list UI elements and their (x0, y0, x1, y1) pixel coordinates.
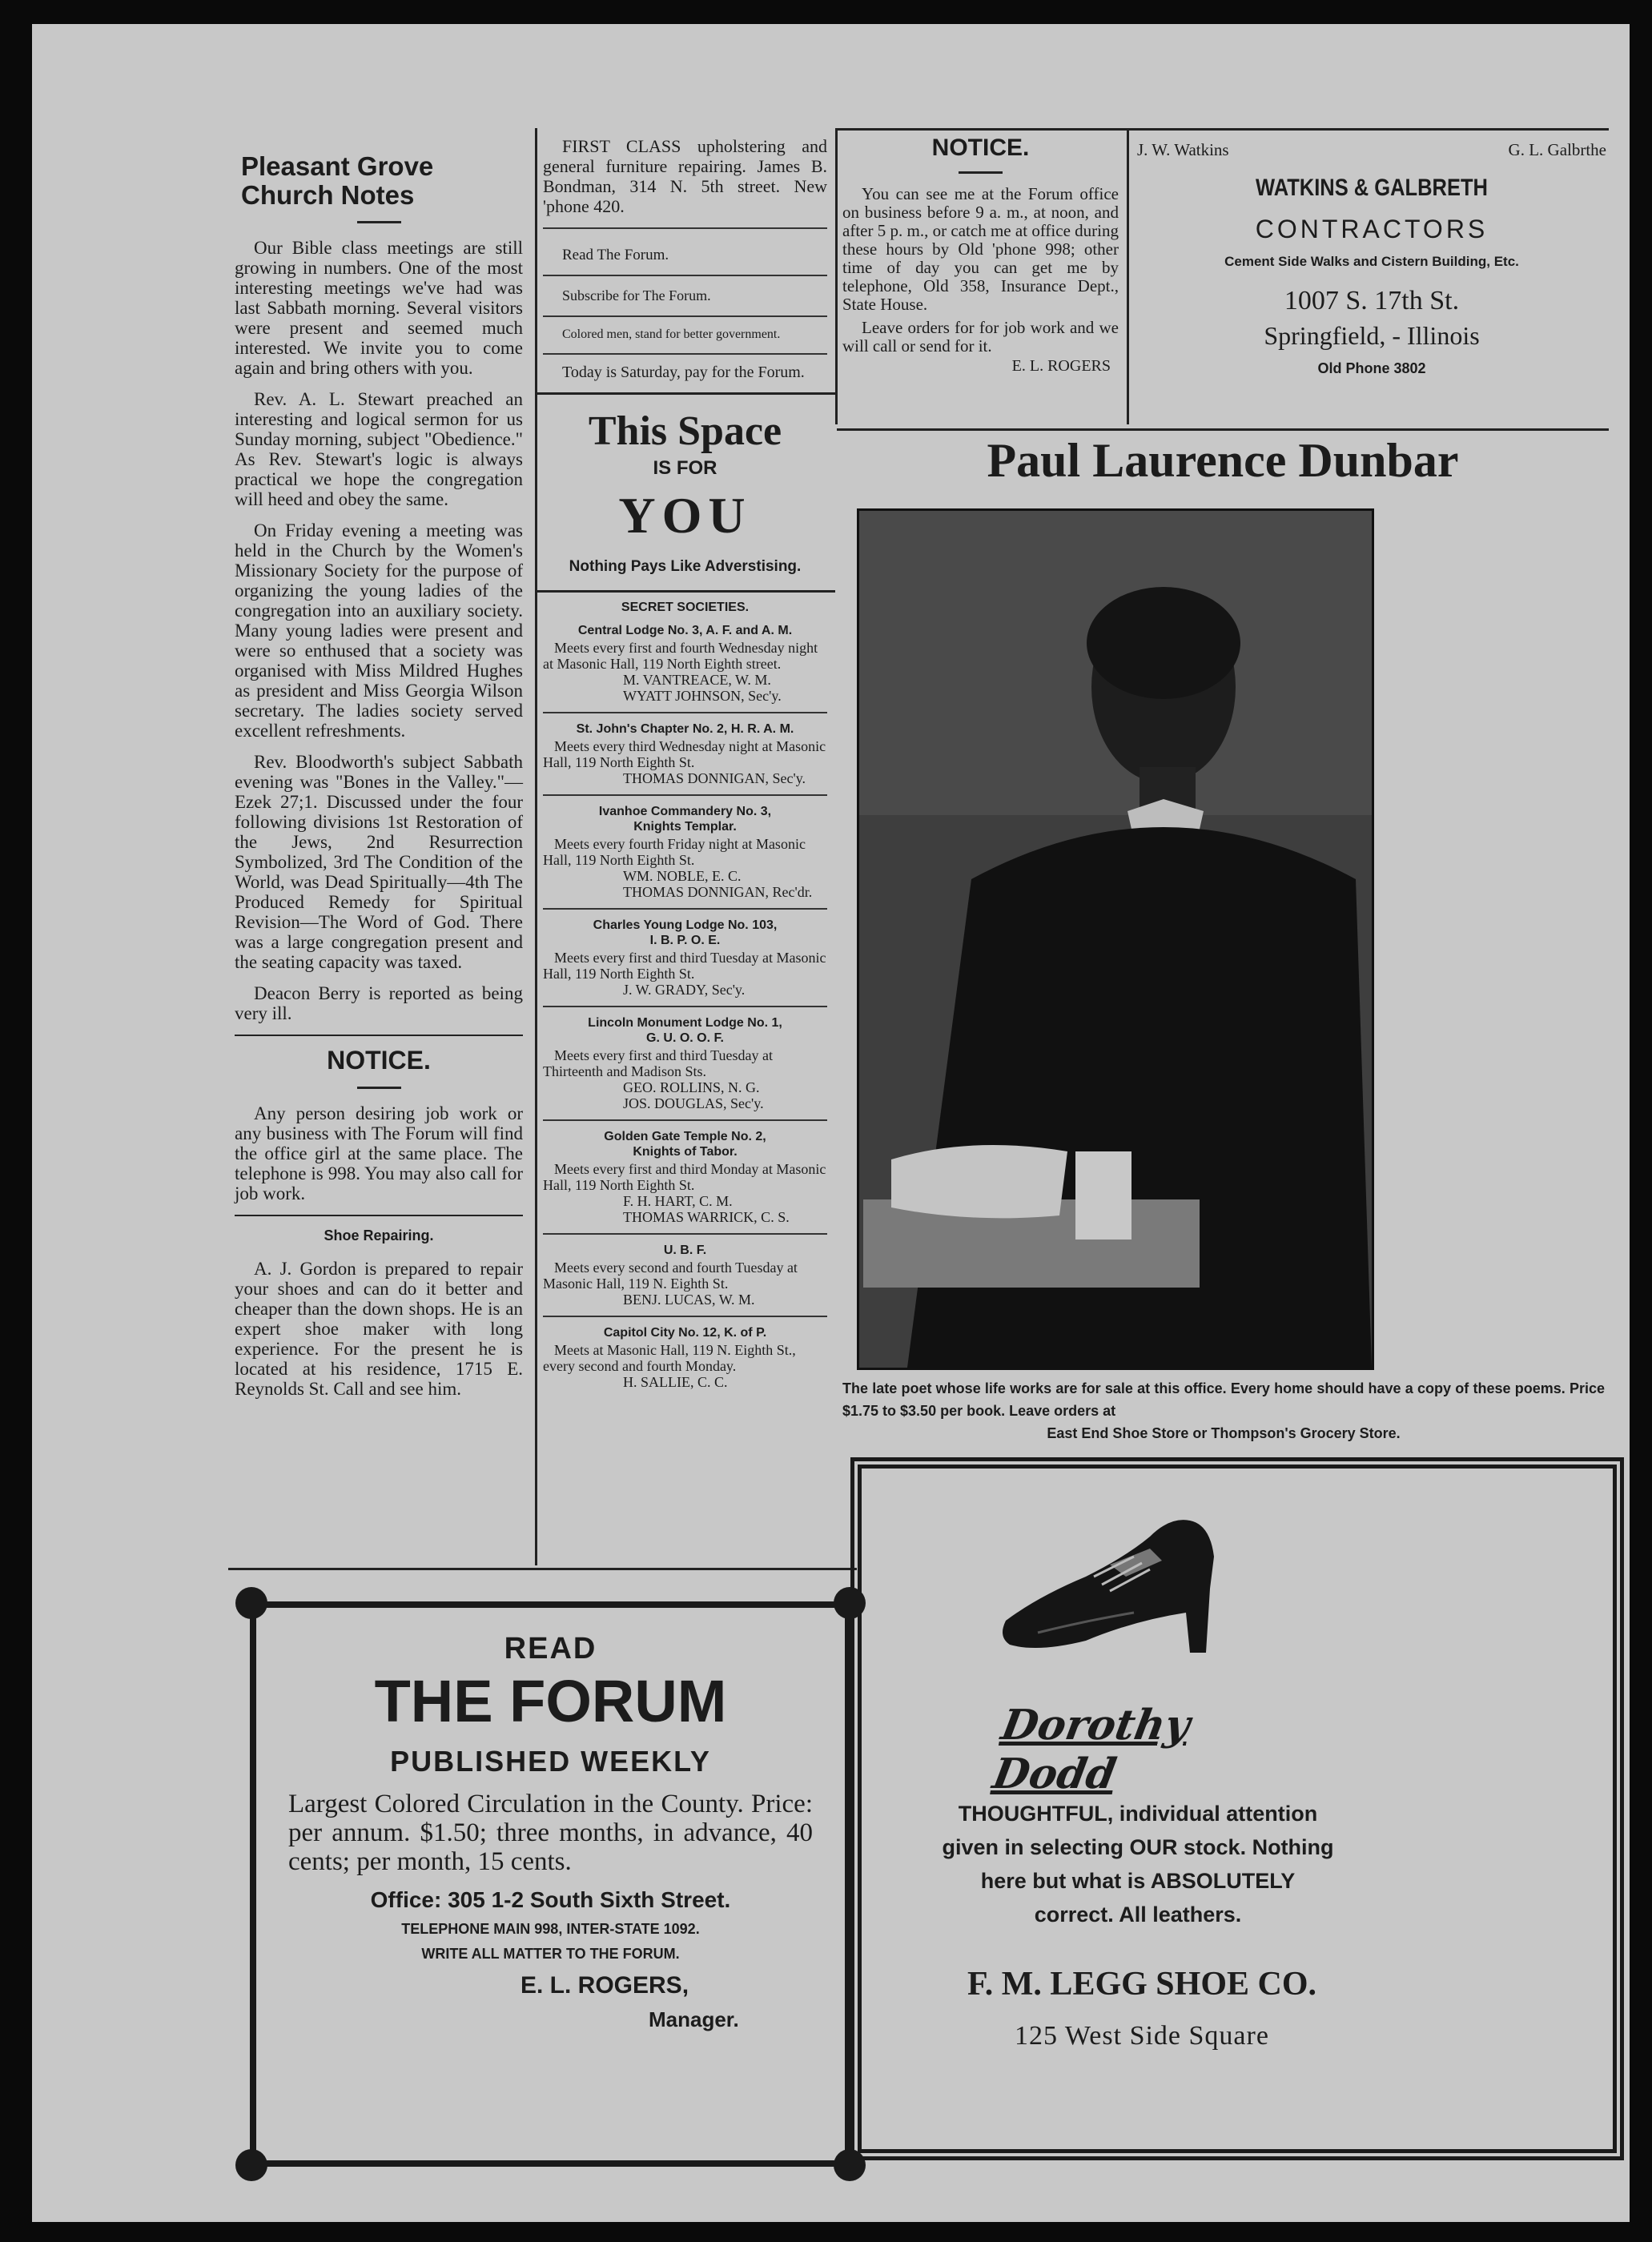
this-space-title: This Space (588, 408, 782, 454)
shoe-address: 125 West Side Square (1015, 2021, 1269, 2051)
divider (543, 1119, 827, 1121)
lodge-title: U. B. F. (663, 1244, 707, 1257)
lodge-entry (543, 721, 827, 796)
newspaper-page (32, 24, 1630, 2222)
shoe-ad-box (850, 1457, 1624, 2160)
columns-bottom-rule (228, 1568, 857, 1570)
lodge-title: Capitol City No. 12, K. of P. (603, 1326, 767, 1340)
dunbar-portrait (857, 508, 1374, 1370)
saturday-note: Today is Saturday, pay for the Forum. (562, 364, 805, 381)
lodge-officer: F. H. HART, C. M. (623, 1193, 733, 1209)
divider (543, 227, 827, 229)
divider (535, 590, 835, 593)
partner-names (1135, 140, 1608, 160)
column-rule-2 (835, 128, 838, 424)
forum-ad-circulation: Largest Colored Circulation in the County. Price: per annum. $1.50; three months, in advance, 40 cents; per month, 15 cents. (288, 1790, 813, 1876)
lodge-entry (543, 1325, 827, 1390)
divider (543, 353, 827, 355)
divider (543, 1316, 827, 1317)
forum-ad-read: READ (504, 1632, 597, 1665)
column-rule-1 (535, 128, 537, 1565)
shoe-brand: Dorothy Dodd (989, 1701, 1194, 1798)
notice-right-signature: E. L. ROGERS (1011, 357, 1111, 375)
subscribe-note: Subscribe for The Forum. (562, 287, 711, 303)
firm-name: WATKINS & GALBRETH (1256, 175, 1488, 201)
divider (543, 794, 827, 796)
lodge-title: St. John's Chapter No. 2, H. R. A. M. (576, 722, 794, 736)
lodge-meeting-info: Meets every first and third Tuesday at Thirteenth and Madison Sts. (543, 1047, 773, 1079)
church-paragraph: Rev. A. L. Stewart preached an interesting and logical sermon for us Sunday morning, subject "Obedience." As Rev. Stewart's logic is always practical we hope the congregation will heed and obey the same. (235, 389, 523, 509)
lodge-officer: THOMAS DONNIGAN, Rec'dr. (623, 884, 813, 900)
lodge-officer: BENJ. LUCAS, W. M. (623, 1292, 755, 1308)
divider (543, 1233, 827, 1235)
forum-ad-office: Office: 305 1-2 South Sixth Street. (370, 1887, 731, 1912)
forum-ad-manager: Manager. (649, 2007, 739, 2031)
portrait-illustration (859, 511, 1372, 1368)
firm-services: Cement Side Walks and Cistern Building, Etc. (1224, 254, 1519, 269)
notice-left-title: NOTICE. (327, 1046, 431, 1075)
firm-address: 1007 S. 17th St. (1284, 286, 1460, 315)
forum-ad-weekly: PUBLISHED WEEKLY (390, 1745, 711, 1778)
lodge-title: Lincoln Monument Lodge No. 1, G. U. O. O. F. (588, 1016, 782, 1045)
divider (535, 392, 835, 395)
shoe-company: F. M. LEGG SHOE CO. (967, 1966, 1317, 2003)
lodge-entry (543, 623, 827, 713)
column-rule-3 (1127, 128, 1129, 424)
church-notes-title: Pleasant Grove Church Notes (241, 151, 434, 210)
shoe-repairing-title: Shoe Repairing. (324, 1227, 434, 1244)
caption-text: The late poet whose life works are for sale at this office. Every home should have a copy of these poems. Price $1.75 to $3.50 per book. Leave orders at (842, 1380, 1605, 1419)
lodge-entry (543, 1015, 827, 1121)
partner-name: G. L. Galbrthe (1508, 140, 1606, 159)
firm-city: Springfield, - Illinois (1264, 321, 1480, 350)
divider (357, 1087, 401, 1089)
lodge-meeting-info: Meets every second and fourth Tuesday at Masonic Hall, 119 N. Eighth St. (543, 1260, 798, 1292)
forum-ad-manager-name: E. L. ROGERS, (521, 1972, 689, 1999)
lodge-officer: GEO. ROLLINS, N. G. (623, 1079, 760, 1095)
notice-right-title: NOTICE. (931, 135, 1030, 161)
lodge-entry (543, 1129, 827, 1235)
notice-right-text: Leave orders for for job work and we will call or send for it. (842, 318, 1119, 356)
lodge-title: Golden Gate Temple No. 2, Knights of Tabor. (604, 1130, 766, 1159)
lodge-officer: M. VANTREACE, W. M. (623, 672, 771, 688)
church-paragraph: Rev. Bloodworth's subject Sabbath evening was "Bones in the Valley."—Ezek 27;1. Discussed under the four following divisions 1st Restoration of the Jews, 2nd Resurrection Symbolized, 3rd The Condition of the World, was Dead Spiritually—4th The Produced Remedy for Spiritual Revision—The Word of God. There was a large congregation present and the seating capacity was taxed. (235, 752, 523, 972)
is-for-text: IS FOR (653, 457, 717, 479)
secret-societies-title: SECRET SOCIETIES. (621, 601, 750, 614)
church-paragraph: Deacon Berry is reported as being very ill. (235, 983, 523, 1023)
divider (543, 908, 827, 910)
divider (543, 275, 827, 276)
lodge-officer: THOMAS DONNIGAN, Sec'y. (623, 770, 806, 786)
lodge-meeting-info: Meets every first and third Tuesday at Masonic Hall, 119 North Eighth St. (543, 950, 826, 982)
read-forum-note: Read The Forum. (562, 247, 669, 263)
church-paragraph: On Friday evening a meeting was held in the Church by the Women's Missionary Society for the purpose of organizing the young ladies of the congregation into an auxiliary society. Many young ladies were present and were so enthused that a society was organised with Miss Mildred Hughes as president and Miss Georgia Wilson secretary. The ladies society served excellent refreshments. (235, 520, 523, 741)
shoe-ad-text: THOUGHTFUL, individual attention given in selecting OUR stock. Nothing here but what is ABSOLUTELY correct. All leathers. (942, 1802, 1334, 1927)
corner-ornament-icon (235, 1587, 267, 1619)
lodge-officer: WYATT JOHNSON, Sec'y. (623, 688, 782, 704)
partner-name: J. W. Watkins (1137, 140, 1229, 159)
advertising-tagline: Nothing Pays Like Adverstising. (569, 558, 802, 575)
shoe-repairing-text: A. J. Gordon is prepared to repair your shoes and can do it better and cheaper than the down shops. He is an expert shoe maker with long experience. For the present he is located at his residence, 1715 E. Reynolds St. Call and see him. (235, 1259, 523, 1399)
notice-right (842, 135, 1119, 376)
church-paragraph: Our Bible class meetings are still growing in numbers. One of the most interesting meetings we've had was last Sabbath morning. Several visitors were present and seemed much interested. We invite you to come again and bring others with you. (235, 238, 523, 378)
notice-left-text: Any person desiring job work or any business with The Forum will find the office girl at the same place. The telephone is 998. You may also call for job work. (235, 1103, 523, 1203)
lodge-officer: JOS. DOUGLAS, Sec'y. (623, 1095, 764, 1111)
divider (235, 1215, 523, 1216)
dunbar-top-rule (837, 428, 1609, 431)
corner-ornament-icon (235, 2149, 267, 2181)
divider (543, 1006, 827, 1007)
dunbar-caption (842, 1377, 1605, 1444)
shoe-icon (990, 1501, 1262, 1661)
lodge-officer: THOMAS WARRICK, C. S. (623, 1209, 790, 1225)
dunbar-title: Paul Laurence Dunbar (987, 434, 1459, 487)
contractors-text: CONTRACTORS (1255, 215, 1489, 243)
forum-ad-write: WRITE ALL MATTER TO THE FORUM. (421, 1946, 680, 1962)
lodge-entry (543, 918, 827, 1007)
divider (543, 712, 827, 713)
you-text: YOU (618, 487, 752, 544)
lodge-officer: H. SALLIE, C. C. (623, 1374, 728, 1390)
forum-ad-telephone: TELEPHONE MAIN 998, INTER-STATE 1092. (401, 1921, 700, 1937)
top-rule (837, 128, 1609, 131)
lodge-meeting-info: Meets at Masonic Hall, 119 N. Eighth St., every second and fourth Monday. (543, 1342, 796, 1374)
lodge-title: Charles Young Lodge No. 103, I. B. P. O. E. (593, 918, 778, 947)
divider (357, 221, 401, 223)
lodge-meeting-info: Meets every fourth Friday night at Masonic Hall, 119 North Eighth St. (543, 836, 806, 868)
notice-right-text: You can see me at the Forum office on business before 9 a. m., at noon, and after 5 p. m., or catch me at office during these hours by Old 'phone 998; other time of day you can get me by telephone, Old 358, Insurance Dept., State House. (842, 184, 1119, 314)
lodge-officer: WM. NOBLE, E. C. (623, 868, 742, 884)
middle-column (543, 136, 827, 1390)
forum-ad-box (250, 1601, 851, 2167)
lodge-officer: J. W. GRADY, Sec'y. (623, 982, 746, 998)
left-column (235, 152, 523, 1410)
firm-phone: Old Phone 3802 (1317, 360, 1426, 376)
lodge-meeting-info: Meets every third Wednesday night at Masonic Hall, 119 North Eighth St. (543, 738, 826, 770)
caption-stores: East End Shoe Store or Thompson's Grocery Store. (1047, 1425, 1401, 1441)
divider (235, 1035, 523, 1036)
colored-men-note: Colored men, stand for better government. (562, 327, 781, 341)
divider (959, 171, 1003, 174)
lodge-entry (543, 1243, 827, 1317)
divider (543, 315, 827, 317)
lodge-entry (543, 804, 827, 910)
upholstering-ad: FIRST CLASS upholstering and general furniture repairing. James B. Bondman, 314 N. 5th street. New 'phone 420. (543, 136, 827, 216)
lodge-meeting-info: Meets every first and third Monday at Masonic Hall, 119 North Eighth St. (543, 1161, 826, 1193)
lodge-title: Ivanhoe Commandery No. 3, Knights Templar. (598, 805, 772, 834)
watkins-ad (1135, 140, 1608, 377)
lodge-title: Central Lodge No. 3, A. F. and A. M. (577, 624, 793, 637)
forum-ad-title: THE FORUM (374, 1668, 727, 1734)
lodge-meeting-info: Meets every first and fourth Wednesday night at Masonic Hall, 119 North Eighth street. (543, 640, 818, 672)
lodge-list (543, 623, 827, 1390)
